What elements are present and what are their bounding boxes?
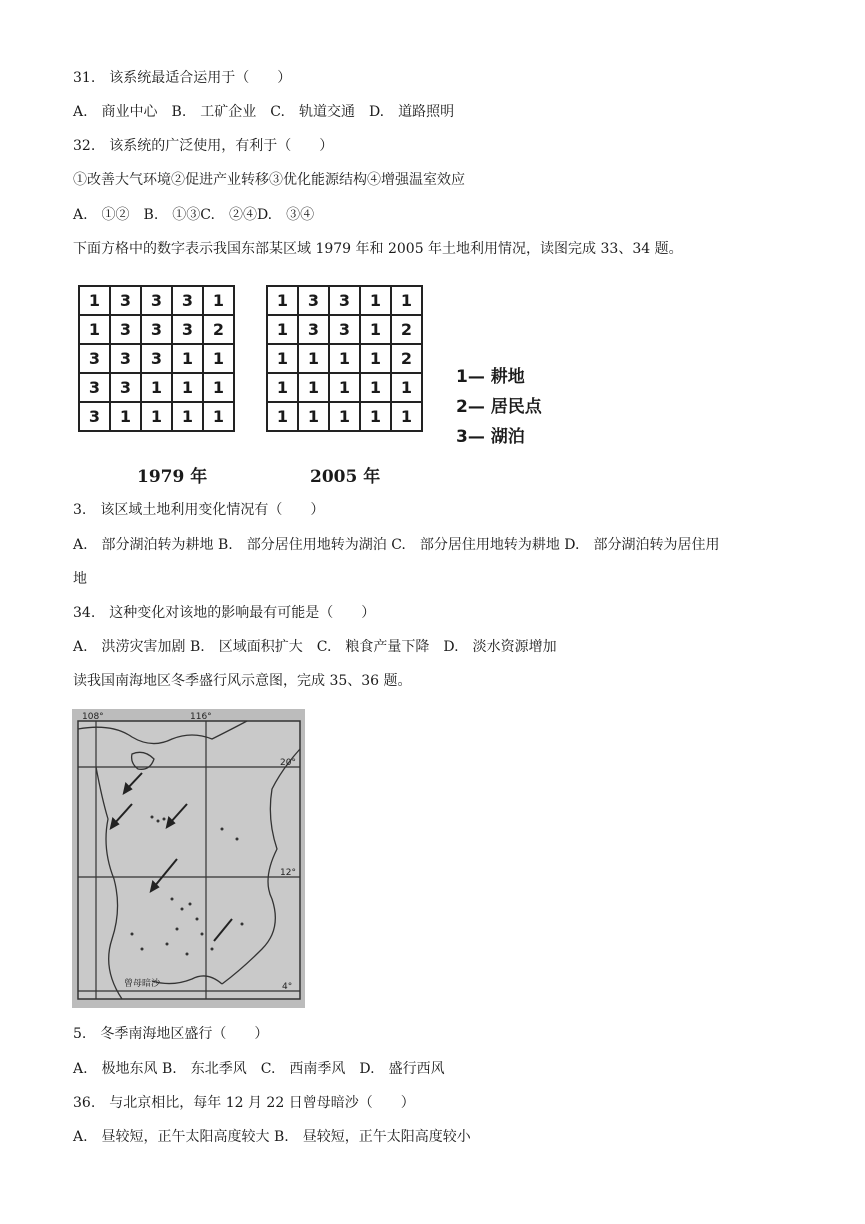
grid-cell: 2 [203, 315, 234, 344]
legend-lake: 3— 湖泊 [456, 427, 525, 447]
grid-cell: 1 [203, 402, 234, 431]
grid-row [79, 344, 234, 373]
grid-row [267, 315, 422, 344]
q36-options: A. 昼较短，正午太阳高度较大 B. 昼较短，正午太阳高度较小 [73, 1129, 471, 1145]
q36-stem: 36. 与北京相比，每年 12 月 22 日曾母暗沙（ ） [73, 1095, 415, 1111]
lon-label-116: 116° [190, 712, 212, 722]
q34-options: A. 洪涝灾害加剧 B. 区域面积扩大 C. 粮食产量下降 D. 淡水资源增加 [73, 639, 557, 655]
legend-settlement: 2— 居民点 [456, 397, 542, 417]
q31-stem: 31. 该系统最适合运用于（ ） [73, 70, 292, 86]
grid-legend [456, 362, 542, 452]
grid-cell: 1 [360, 402, 391, 431]
q32-options: A. ①② B. ①③C. ②④D. ③④ [73, 207, 315, 223]
grid-cell: 1 [79, 286, 110, 315]
q33-stem: 3. 该区域土地利用变化情况有（ ） [73, 502, 325, 518]
grid-cell: 3 [110, 344, 141, 373]
intro-35-36: 读我国南海地区冬季盛行风示意图，完成 35、36 题。 [73, 673, 412, 689]
grid-row [79, 402, 234, 431]
q35-stem: 5. 冬季南海地区盛行（ ） [73, 1026, 269, 1042]
grid-cell: 3 [141, 344, 172, 373]
grid-cell: 1 [329, 373, 360, 402]
lat-label-20: 20° [280, 758, 296, 768]
q35-options: A. 极地东风 B. 东北季风 C. 西南季风 D. 盛行西风 [73, 1061, 445, 1077]
grid-cell: 1 [298, 344, 329, 373]
grid-cell: 3 [110, 373, 141, 402]
grid-cell: 3 [172, 315, 203, 344]
grid-cell: 3 [141, 286, 172, 315]
grid-cell: 1 [267, 315, 298, 344]
grid-cell: 1 [360, 315, 391, 344]
grid-cell: 3 [110, 286, 141, 315]
grid-cell: 3 [79, 344, 110, 373]
grid-cell: 3 [141, 315, 172, 344]
grid-row [79, 286, 234, 315]
grid-cell: 1 [172, 402, 203, 431]
place-label-zengmu: 曾母暗沙 [124, 979, 161, 989]
grid-cell: 3 [110, 315, 141, 344]
grid-cell: 1 [141, 402, 172, 431]
q34-stem: 34. 这种变化对该地的影响最有可能是（ ） [73, 605, 376, 621]
grid-cell: 1 [391, 373, 422, 402]
grid-row [267, 373, 422, 402]
land-use-grid-2005 [266, 285, 423, 432]
q32-items: ①改善大气环境②促进产业转移③优化能源结构④增强温室效应 [73, 172, 465, 188]
grid-cell: 3 [329, 315, 360, 344]
grid-cell: 1 [267, 286, 298, 315]
grid-cell: 1 [203, 344, 234, 373]
grid-cell: 1 [172, 344, 203, 373]
grid-cell: 1 [110, 402, 141, 431]
grid-cell: 1 [360, 286, 391, 315]
label-2005: 2005 年 [310, 467, 381, 487]
grid-cell: 1 [141, 373, 172, 402]
grid-cell: 1 [391, 286, 422, 315]
lat-label-4: 4° [282, 982, 293, 992]
grid-cell: 1 [203, 373, 234, 402]
land-use-grid-1979 [78, 285, 235, 432]
grid-cell: 2 [391, 315, 422, 344]
grid-cell: 1 [267, 402, 298, 431]
grid-cell: 3 [329, 286, 360, 315]
grid-cell: 3 [298, 286, 329, 315]
grid-row [79, 315, 234, 344]
grid-row [267, 402, 422, 431]
intro-33-34: 下面方格中的数字表示我国东部某区域 1979 年和 2005 年土地利用情况，读图完成 33、34 题。 [73, 241, 683, 257]
legend-farmland: 1— 耕地 [456, 367, 525, 387]
grid-cell: 1 [329, 402, 360, 431]
grid-cell: 3 [79, 402, 110, 431]
grid-row [267, 344, 422, 373]
grid-cell: 1 [203, 286, 234, 315]
grid-cell: 1 [391, 402, 422, 431]
grid-cell: 3 [79, 373, 110, 402]
grid-row [267, 286, 422, 315]
grid-cell: 1 [329, 344, 360, 373]
grid-row [79, 373, 234, 402]
grid-cell: 1 [298, 402, 329, 431]
q33-options-cont: 地 [73, 571, 87, 587]
label-1979: 1979 年 [137, 467, 208, 487]
grid-cell: 1 [360, 344, 391, 373]
south-china-sea-wind-map [72, 709, 305, 1008]
grid-cell: 1 [267, 344, 298, 373]
grid-cell: 2 [391, 344, 422, 373]
grid-cell: 1 [172, 373, 203, 402]
grid-cell: 1 [267, 373, 298, 402]
grid-cell: 1 [360, 373, 391, 402]
grid-cell: 1 [79, 315, 110, 344]
lon-label-108: 108° [82, 712, 104, 722]
q33-options: A. 部分湖泊转为耕地 B. 部分居住用地转为湖泊 C. 部分居住用地转为耕地 D. 部分湖泊转为居住用 [73, 537, 720, 553]
grid-cell: 1 [298, 373, 329, 402]
q31-options: A. 商业中心 B. 工矿企业 C. 轨道交通 D. 道路照明 [73, 104, 455, 120]
q32-stem: 32. 该系统的广泛使用，有利于（ ） [73, 138, 334, 154]
grid-cell: 3 [172, 286, 203, 315]
grid-cell: 3 [298, 315, 329, 344]
lat-label-12: 12° [280, 868, 296, 878]
